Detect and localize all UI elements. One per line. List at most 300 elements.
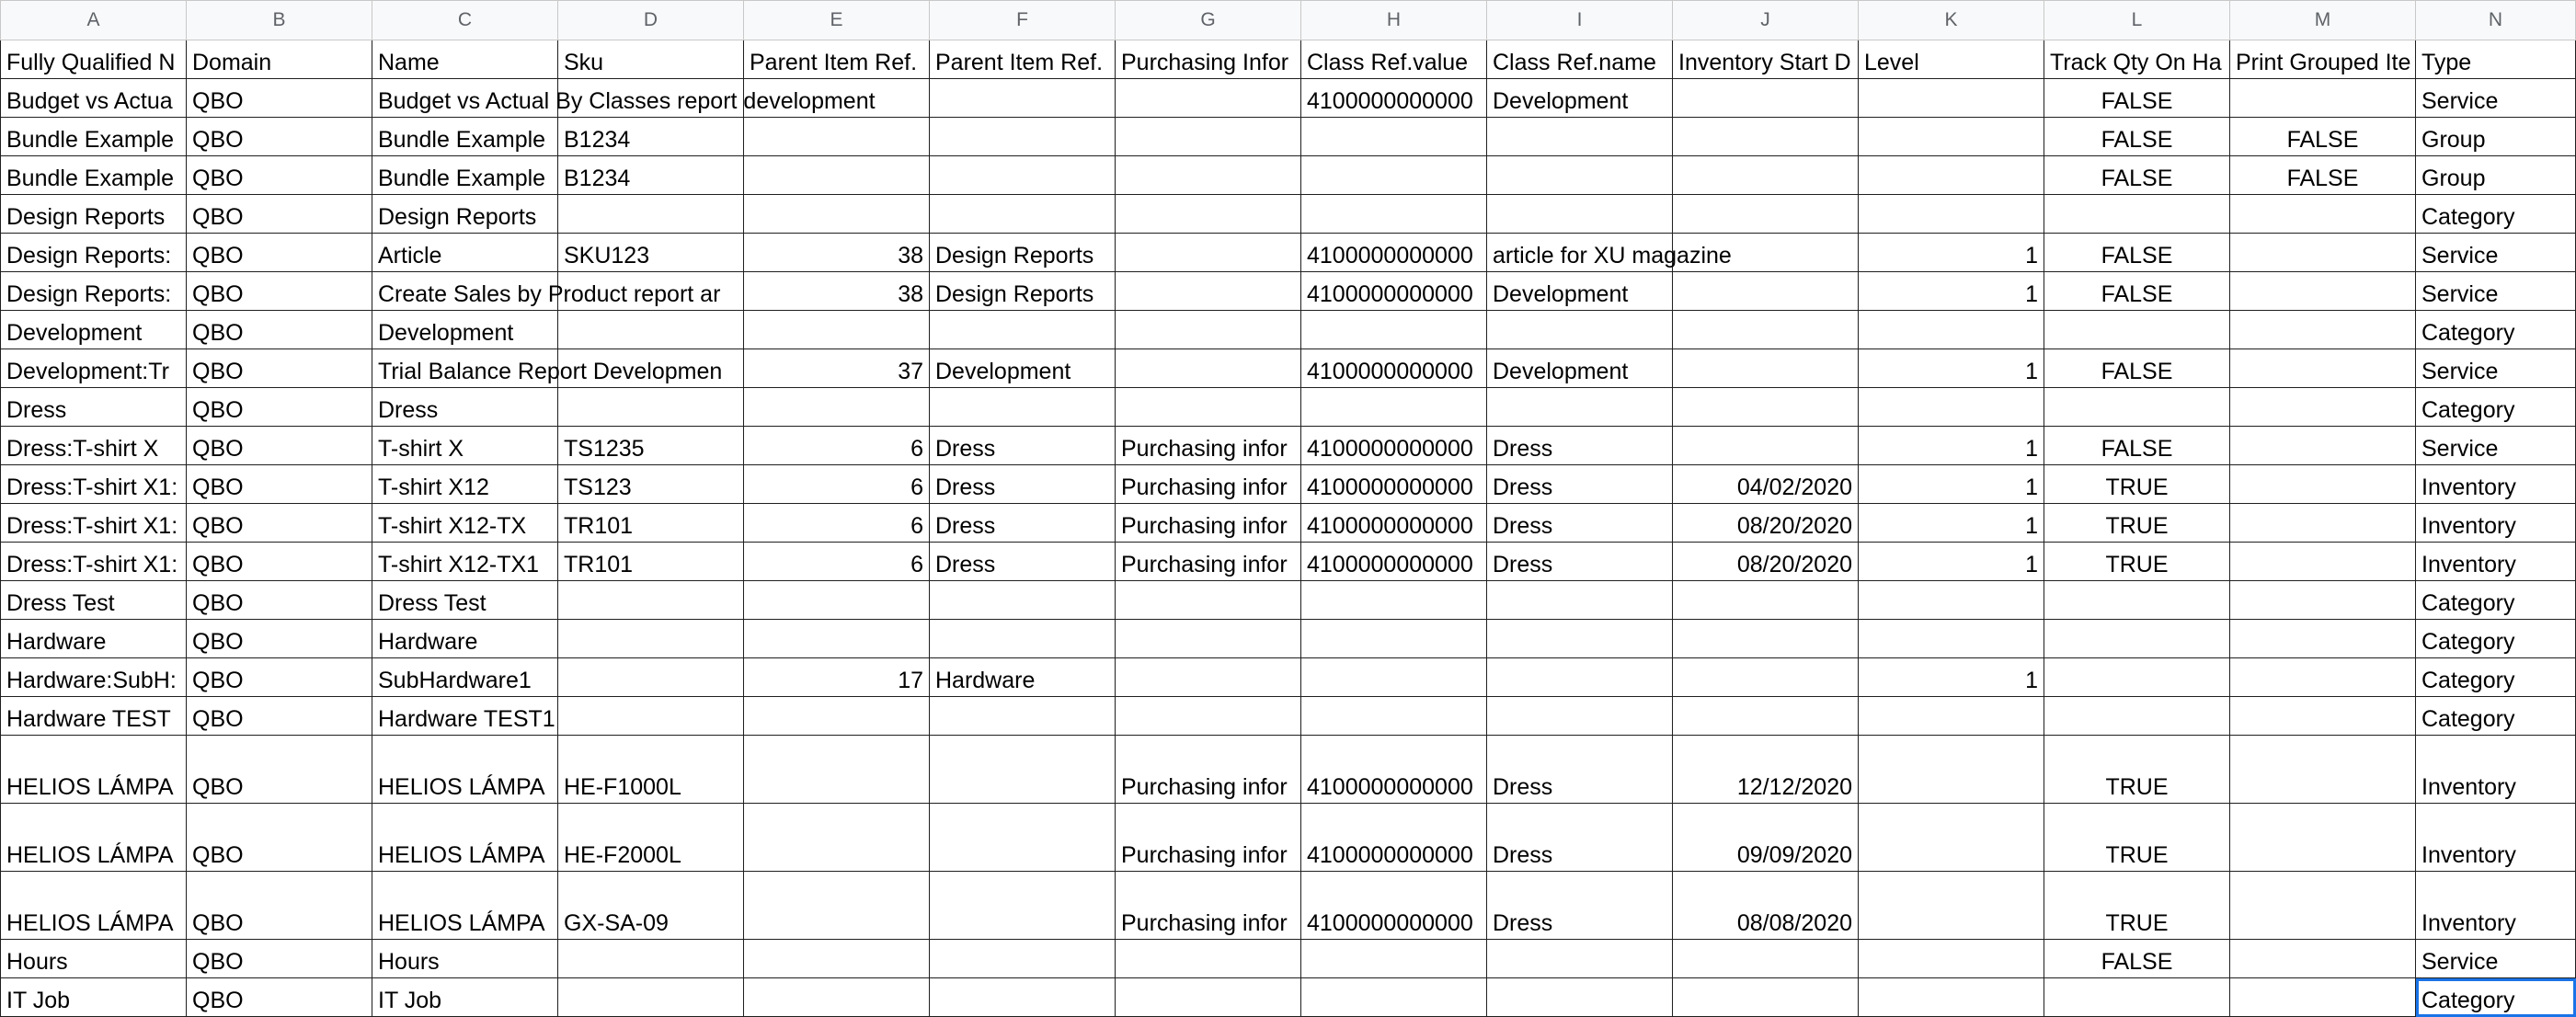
table-cell[interactable]: Service — [2416, 940, 2576, 978]
table-cell[interactable]: Purchasing infor — [1116, 465, 1301, 504]
table-cell[interactable]: Hardware TEST — [1, 697, 187, 736]
table-cell[interactable] — [1673, 156, 1859, 195]
table-cell[interactable]: QBO — [187, 349, 372, 388]
table-cell[interactable] — [1673, 658, 1859, 697]
table-cell[interactable]: Budget vs Actua — [1, 79, 187, 118]
table-cell[interactable]: FALSE — [2230, 118, 2416, 156]
column-header-n[interactable]: N — [2416, 1, 2576, 40]
table-cell[interactable]: Design Reports — [930, 272, 1116, 311]
table-cell[interactable] — [744, 581, 930, 620]
table-cell[interactable]: HELIOS LÁMPA — [372, 736, 558, 804]
table-cell[interactable] — [930, 156, 1116, 195]
table-cell[interactable]: T-shirt X12-TX1 — [372, 543, 558, 581]
table-cell[interactable]: T-shirt X12 — [372, 465, 558, 504]
table-cell[interactable] — [744, 872, 930, 940]
table-cell[interactable] — [1487, 156, 1673, 195]
table-cell[interactable]: Service — [2416, 349, 2576, 388]
table-cell[interactable] — [2230, 581, 2416, 620]
table-cell[interactable] — [744, 156, 930, 195]
table-cell[interactable] — [930, 620, 1116, 658]
table-cell[interactable]: QBO — [187, 118, 372, 156]
table-cell[interactable]: Dress — [930, 504, 1116, 543]
table-cell[interactable]: 1 — [1859, 234, 2044, 272]
table-cell[interactable]: Development — [1487, 272, 1673, 311]
table-cell[interactable]: QBO — [187, 736, 372, 804]
table-cell[interactable]: 6 — [744, 543, 930, 581]
table-cell[interactable] — [2230, 872, 2416, 940]
header-cell[interactable]: Level — [1859, 40, 2044, 79]
table-cell[interactable]: FALSE — [2044, 234, 2230, 272]
table-cell[interactable]: HELIOS LÁMPA — [1, 872, 187, 940]
table-cell[interactable] — [1301, 156, 1487, 195]
table-cell[interactable]: Development — [930, 349, 1116, 388]
table-cell[interactable]: QBO — [187, 272, 372, 311]
table-cell[interactable]: Purchasing infor — [1116, 543, 1301, 581]
table-cell[interactable] — [1301, 697, 1487, 736]
table-cell[interactable] — [2230, 272, 2416, 311]
table-cell[interactable] — [1487, 940, 1673, 978]
table-cell[interactable]: 6 — [744, 427, 930, 465]
table-cell[interactable]: 17 — [744, 658, 930, 697]
table-cell[interactable] — [930, 311, 1116, 349]
table-cell[interactable] — [1301, 658, 1487, 697]
table-cell[interactable] — [2230, 311, 2416, 349]
table-cell[interactable] — [1301, 118, 1487, 156]
table-cell[interactable] — [1859, 804, 2044, 872]
table-cell[interactable] — [2230, 195, 2416, 234]
table-cell[interactable]: 4100000000000 — [1301, 736, 1487, 804]
table-cell[interactable]: FALSE — [2044, 156, 2230, 195]
table-cell[interactable]: Inventory — [2416, 504, 2576, 543]
table-cell[interactable] — [2044, 978, 2230, 1017]
table-cell[interactable] — [744, 311, 930, 349]
table-cell[interactable]: 1 — [1859, 272, 2044, 311]
table-cell[interactable] — [744, 978, 930, 1017]
table-cell[interactable] — [1673, 79, 1859, 118]
table-cell[interactable]: 4100000000000 — [1301, 79, 1487, 118]
table-cell[interactable]: SubHardware1 — [372, 658, 558, 697]
table-cell[interactable]: QBO — [187, 872, 372, 940]
table-cell[interactable] — [1116, 978, 1301, 1017]
table-cell[interactable] — [558, 978, 744, 1017]
table-cell[interactable]: Development — [372, 311, 558, 349]
header-cell[interactable]: Parent Item Ref. — [930, 40, 1116, 79]
table-cell[interactable]: QBO — [187, 79, 372, 118]
column-header-c[interactable]: C — [372, 1, 558, 40]
table-cell[interactable] — [1673, 388, 1859, 427]
table-cell[interactable] — [1487, 697, 1673, 736]
table-cell[interactable] — [2044, 620, 2230, 658]
table-cell[interactable]: 08/08/2020 — [1673, 872, 1859, 940]
table-cell[interactable]: Inventory — [2416, 543, 2576, 581]
table-cell[interactable] — [744, 388, 930, 427]
table-cell[interactable] — [2230, 349, 2416, 388]
table-cell[interactable]: QBO — [187, 195, 372, 234]
table-cell[interactable] — [1859, 736, 2044, 804]
table-cell[interactable]: FALSE — [2044, 272, 2230, 311]
table-cell[interactable]: Category — [2416, 388, 2576, 427]
table-cell[interactable]: QBO — [187, 620, 372, 658]
table-cell[interactable] — [558, 658, 744, 697]
table-cell[interactable]: 1 — [1859, 427, 2044, 465]
table-cell[interactable] — [1859, 388, 2044, 427]
table-cell[interactable] — [744, 804, 930, 872]
table-cell[interactable] — [558, 195, 744, 234]
table-cell[interactable]: 6 — [744, 504, 930, 543]
table-cell[interactable] — [1673, 311, 1859, 349]
table-cell[interactable]: QBO — [187, 697, 372, 736]
table-cell[interactable]: 1 — [1859, 658, 2044, 697]
table-cell[interactable]: Development — [1487, 349, 1673, 388]
table-cell[interactable] — [2230, 504, 2416, 543]
column-header-a[interactable]: A — [1, 1, 187, 40]
table-cell[interactable]: Design Reports — [1, 195, 187, 234]
table-cell[interactable] — [1116, 118, 1301, 156]
table-cell[interactable] — [930, 79, 1116, 118]
table-cell[interactable]: QBO — [187, 581, 372, 620]
table-cell[interactable] — [558, 620, 744, 658]
table-cell[interactable]: QBO — [187, 804, 372, 872]
table-cell[interactable] — [930, 581, 1116, 620]
table-cell[interactable] — [1859, 978, 2044, 1017]
table-cell[interactable]: FALSE — [2044, 427, 2230, 465]
table-cell[interactable] — [930, 736, 1116, 804]
table-cell[interactable]: Service — [2416, 272, 2576, 311]
table-cell[interactable]: Dress — [1487, 543, 1673, 581]
table-cell[interactable] — [2230, 427, 2416, 465]
table-cell[interactable]: Dress — [1487, 465, 1673, 504]
table-cell[interactable]: Dress — [930, 427, 1116, 465]
table-cell[interactable] — [1116, 156, 1301, 195]
table-cell[interactable]: Development:Tr — [1, 349, 187, 388]
table-cell[interactable]: Dress — [1487, 504, 1673, 543]
table-cell[interactable]: 1 — [1859, 543, 2044, 581]
table-cell[interactable] — [2230, 79, 2416, 118]
table-cell[interactable]: Category — [2416, 658, 2576, 697]
table-cell[interactable] — [1116, 234, 1301, 272]
table-cell[interactable]: 4100000000000 — [1301, 427, 1487, 465]
table-cell[interactable]: Purchasing infor — [1116, 736, 1301, 804]
table-cell[interactable] — [1301, 195, 1487, 234]
table-cell[interactable] — [930, 804, 1116, 872]
table-cell[interactable] — [558, 311, 744, 349]
table-cell[interactable]: 1 — [1859, 504, 2044, 543]
table-cell[interactable]: Service — [2416, 427, 2576, 465]
table-cell[interactable]: TRUE — [2044, 872, 2230, 940]
table-cell[interactable]: 1 — [1859, 465, 2044, 504]
table-cell[interactable]: T-shirt X — [372, 427, 558, 465]
header-cell[interactable]: Purchasing Infor — [1116, 40, 1301, 79]
table-cell[interactable]: HELIOS LÁMPA — [372, 872, 558, 940]
table-cell[interactable] — [930, 940, 1116, 978]
table-cell[interactable] — [1116, 940, 1301, 978]
table-cell[interactable] — [1487, 118, 1673, 156]
table-cell[interactable]: Dress — [930, 465, 1116, 504]
table-cell[interactable]: Design Reports — [930, 234, 1116, 272]
header-cell[interactable]: Sku — [558, 40, 744, 79]
table-cell[interactable]: QBO — [187, 388, 372, 427]
table-cell[interactable]: SKU123 — [558, 234, 744, 272]
table-cell[interactable]: Category — [2416, 620, 2576, 658]
header-cell[interactable]: Domain — [187, 40, 372, 79]
table-cell[interactable]: Hardware:SubH: — [1, 658, 187, 697]
table-cell[interactable]: Hours — [1, 940, 187, 978]
table-cell[interactable] — [1301, 978, 1487, 1017]
table-cell[interactable]: Purchasing infor — [1116, 872, 1301, 940]
table-cell[interactable] — [1487, 195, 1673, 234]
header-cell[interactable]: Type — [2416, 40, 2576, 79]
table-cell[interactable]: Dress Test — [372, 581, 558, 620]
table-cell[interactable] — [1487, 388, 1673, 427]
table-cell[interactable] — [1673, 349, 1859, 388]
table-cell[interactable] — [1301, 311, 1487, 349]
table-cell[interactable]: 12/12/2020 — [1673, 736, 1859, 804]
table-cell[interactable]: Category — [2416, 195, 2576, 234]
table-cell[interactable]: Create Sales by Product report ar — [372, 272, 558, 311]
table-cell[interactable] — [2230, 978, 2416, 1017]
column-header-j[interactable]: J — [1673, 1, 1859, 40]
table-cell[interactable] — [2044, 581, 2230, 620]
table-cell[interactable]: 6 — [744, 465, 930, 504]
table-cell[interactable] — [2230, 388, 2416, 427]
table-cell[interactable] — [744, 940, 930, 978]
table-cell[interactable]: QBO — [187, 543, 372, 581]
table-cell[interactable]: HELIOS LÁMPA — [1, 804, 187, 872]
table-cell[interactable] — [1116, 388, 1301, 427]
table-cell[interactable] — [558, 581, 744, 620]
table-cell[interactable]: HE-F1000L — [558, 736, 744, 804]
header-cell[interactable]: Class Ref.name — [1487, 40, 1673, 79]
table-cell[interactable]: Purchasing infor — [1116, 427, 1301, 465]
header-cell[interactable]: Name — [372, 40, 558, 79]
table-cell[interactable]: QBO — [187, 504, 372, 543]
table-cell[interactable] — [1859, 195, 2044, 234]
table-cell[interactable] — [1673, 118, 1859, 156]
table-cell[interactable]: Category — [2416, 978, 2576, 1017]
table-cell[interactable] — [1301, 581, 1487, 620]
column-header-f[interactable]: F — [930, 1, 1116, 40]
header-cell[interactable]: Parent Item Ref. — [744, 40, 930, 79]
table-cell[interactable] — [1859, 697, 2044, 736]
table-cell[interactable]: Bundle Example — [1, 156, 187, 195]
table-cell[interactable]: 4100000000000 — [1301, 465, 1487, 504]
table-cell[interactable] — [1673, 978, 1859, 1017]
table-cell[interactable]: HE-F2000L — [558, 804, 744, 872]
table-cell[interactable]: B1234 — [558, 156, 744, 195]
table-cell[interactable] — [2230, 697, 2416, 736]
table-cell[interactable] — [1859, 872, 2044, 940]
table-cell[interactable] — [1116, 195, 1301, 234]
table-cell[interactable]: Bundle Example — [372, 118, 558, 156]
table-cell[interactable]: Category — [2416, 581, 2576, 620]
table-cell[interactable]: HELIOS LÁMPA — [372, 804, 558, 872]
table-cell[interactable]: 38 — [744, 234, 930, 272]
table-cell[interactable]: Bundle Example — [1, 118, 187, 156]
table-cell[interactable]: TR101 — [558, 504, 744, 543]
table-cell[interactable]: QBO — [187, 234, 372, 272]
table-cell[interactable] — [930, 118, 1116, 156]
table-cell[interactable] — [1859, 311, 2044, 349]
table-cell[interactable] — [744, 620, 930, 658]
table-cell[interactable]: 4100000000000 — [1301, 272, 1487, 311]
table-cell[interactable]: Group — [2416, 156, 2576, 195]
table-cell[interactable] — [2230, 543, 2416, 581]
table-cell[interactable] — [2230, 465, 2416, 504]
table-cell[interactable] — [930, 195, 1116, 234]
table-cell[interactable] — [1301, 620, 1487, 658]
table-cell[interactable]: article for XU magazine — [1487, 234, 1673, 272]
table-cell[interactable]: TR101 — [558, 543, 744, 581]
table-cell[interactable]: 37 — [744, 349, 930, 388]
table-cell[interactable] — [1116, 697, 1301, 736]
table-cell[interactable]: HELIOS LÁMPA — [1, 736, 187, 804]
column-header-l[interactable]: L — [2044, 1, 2230, 40]
table-cell[interactable] — [1116, 272, 1301, 311]
table-cell[interactable]: B1234 — [558, 118, 744, 156]
table-cell[interactable]: 4100000000000 — [1301, 349, 1487, 388]
table-cell[interactable]: QBO — [187, 940, 372, 978]
table-cell[interactable]: GX-SA-09 — [558, 872, 744, 940]
table-cell[interactable]: Dress — [1, 388, 187, 427]
table-cell[interactable]: Design Reports: — [1, 234, 187, 272]
column-header-m[interactable]: M — [2230, 1, 2416, 40]
table-cell[interactable] — [1859, 79, 2044, 118]
column-header-k[interactable]: K — [1859, 1, 2044, 40]
table-cell[interactable] — [1673, 195, 1859, 234]
table-cell[interactable]: Hardware — [930, 658, 1116, 697]
table-cell[interactable] — [1116, 581, 1301, 620]
table-cell[interactable] — [1116, 620, 1301, 658]
table-cell[interactable]: Hardware TEST1 — [372, 697, 558, 736]
table-cell[interactable]: TRUE — [2044, 504, 2230, 543]
table-cell[interactable]: Service — [2416, 79, 2576, 118]
table-cell[interactable]: Dress — [1487, 804, 1673, 872]
table-cell[interactable]: Dress — [372, 388, 558, 427]
table-cell[interactable]: TRUE — [2044, 465, 2230, 504]
table-cell[interactable] — [1116, 658, 1301, 697]
table-cell[interactable] — [930, 978, 1116, 1017]
table-cell[interactable]: FALSE — [2044, 940, 2230, 978]
table-cell[interactable]: IT Job — [1, 978, 187, 1017]
table-cell[interactable]: Trial Balance Report Developmen — [372, 349, 558, 388]
table-cell[interactable]: FALSE — [2230, 156, 2416, 195]
table-cell[interactable]: Inventory — [2416, 736, 2576, 804]
column-header-b[interactable]: B — [187, 1, 372, 40]
header-cell[interactable]: Print Grouped Ite — [2230, 40, 2416, 79]
table-cell[interactable]: 1 — [1859, 349, 2044, 388]
table-cell[interactable]: Category — [2416, 311, 2576, 349]
table-cell[interactable]: Development — [1, 311, 187, 349]
table-cell[interactable] — [2044, 388, 2230, 427]
table-cell[interactable]: QBO — [187, 156, 372, 195]
table-cell[interactable] — [1859, 581, 2044, 620]
table-cell[interactable]: Hardware — [1, 620, 187, 658]
table-cell[interactable]: Dress:T-shirt X — [1, 427, 187, 465]
table-cell[interactable] — [1487, 311, 1673, 349]
table-cell[interactable] — [558, 388, 744, 427]
table-cell[interactable] — [1673, 940, 1859, 978]
table-cell[interactable]: TRUE — [2044, 736, 2230, 804]
table-cell[interactable]: Purchasing infor — [1116, 504, 1301, 543]
column-header-i[interactable]: I — [1487, 1, 1673, 40]
table-cell[interactable]: Group — [2416, 118, 2576, 156]
table-cell[interactable]: Budget vs Actual By Classes report development — [372, 79, 558, 118]
table-cell[interactable]: Dress — [930, 543, 1116, 581]
table-cell[interactable] — [1859, 156, 2044, 195]
table-cell[interactable] — [1673, 620, 1859, 658]
table-cell[interactable] — [558, 940, 744, 978]
header-cell[interactable]: Class Ref.value — [1301, 40, 1487, 79]
table-cell[interactable] — [2044, 195, 2230, 234]
column-header-d[interactable]: D — [558, 1, 744, 40]
table-cell[interactable] — [744, 195, 930, 234]
table-cell[interactable] — [930, 388, 1116, 427]
table-cell[interactable] — [1116, 311, 1301, 349]
table-cell[interactable]: Bundle Example — [372, 156, 558, 195]
table-cell[interactable]: Service — [2416, 234, 2576, 272]
table-cell[interactable]: Development — [1487, 79, 1673, 118]
table-cell[interactable]: Category — [2416, 697, 2576, 736]
table-cell[interactable] — [744, 118, 930, 156]
table-cell[interactable]: Dress Test — [1, 581, 187, 620]
table-cell[interactable] — [1487, 581, 1673, 620]
table-cell[interactable] — [2230, 658, 2416, 697]
table-cell[interactable]: FALSE — [2044, 79, 2230, 118]
table-cell[interactable] — [930, 697, 1116, 736]
table-cell[interactable] — [2230, 234, 2416, 272]
table-cell[interactable]: 08/20/2020 — [1673, 504, 1859, 543]
table-cell[interactable]: Design Reports — [372, 195, 558, 234]
table-cell[interactable]: Dress — [1487, 736, 1673, 804]
table-cell[interactable]: Inventory — [2416, 465, 2576, 504]
table-cell[interactable]: TS1235 — [558, 427, 744, 465]
table-cell[interactable]: Purchasing infor — [1116, 804, 1301, 872]
table-cell[interactable]: QBO — [187, 978, 372, 1017]
table-cell[interactable] — [1487, 978, 1673, 1017]
column-header-e[interactable]: E — [744, 1, 930, 40]
table-cell[interactable]: Hardware — [372, 620, 558, 658]
table-cell[interactable] — [1116, 349, 1301, 388]
table-cell[interactable] — [1301, 388, 1487, 427]
table-cell[interactable] — [2230, 620, 2416, 658]
header-cell[interactable]: Fully Qualified N — [1, 40, 187, 79]
table-cell[interactable] — [1673, 427, 1859, 465]
table-cell[interactable] — [744, 697, 930, 736]
table-cell[interactable] — [1487, 658, 1673, 697]
table-cell[interactable]: Design Reports: — [1, 272, 187, 311]
table-cell[interactable]: Inventory — [2416, 804, 2576, 872]
table-cell[interactable]: 4100000000000 — [1301, 234, 1487, 272]
table-cell[interactable]: 4100000000000 — [1301, 504, 1487, 543]
table-cell[interactable]: 08/20/2020 — [1673, 543, 1859, 581]
table-cell[interactable] — [558, 697, 744, 736]
header-cell[interactable]: Track Qty On Ha — [2044, 40, 2230, 79]
table-cell[interactable] — [1673, 272, 1859, 311]
table-cell[interactable]: QBO — [187, 658, 372, 697]
table-cell[interactable]: Dress — [1487, 872, 1673, 940]
table-cell[interactable]: 09/09/2020 — [1673, 804, 1859, 872]
table-cell[interactable] — [2230, 736, 2416, 804]
table-cell[interactable]: Dress:T-shirt X1: — [1, 465, 187, 504]
table-cell[interactable]: 4100000000000 — [1301, 804, 1487, 872]
table-cell[interactable] — [744, 736, 930, 804]
table-cell[interactable] — [1116, 79, 1301, 118]
table-cell[interactable]: Hours — [372, 940, 558, 978]
table-cell[interactable] — [2044, 658, 2230, 697]
column-header-g[interactable]: G — [1116, 1, 1301, 40]
table-cell[interactable]: 04/02/2020 — [1673, 465, 1859, 504]
table-cell[interactable]: 4100000000000 — [1301, 872, 1487, 940]
